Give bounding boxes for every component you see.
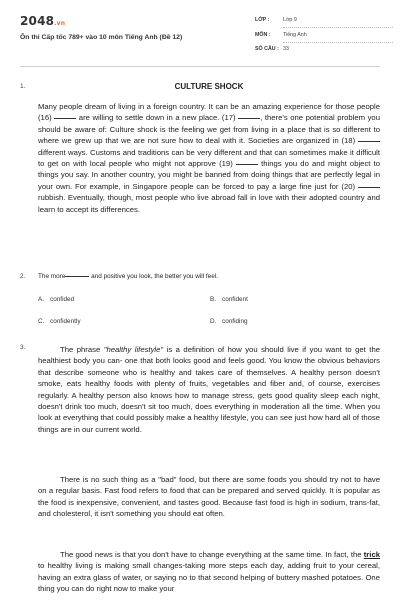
question-2-stem (38, 273, 218, 280)
option-b[interactable] (210, 296, 248, 303)
count-row (255, 46, 289, 52)
question-2-stem-a: The more (38, 273, 66, 280)
question-2-stem-b: and positive you look, the better you will feel. (91, 273, 218, 280)
count-label: SỐ CÂU : (255, 46, 279, 52)
site-logo[interactable] (20, 14, 65, 28)
subject-row (255, 32, 307, 38)
question-2-number: 2. (20, 273, 26, 280)
passage-part-6: rubbish. Eventually, though, most people who live abroad fall in love with their adopted country and learn to accept its differences. (38, 193, 380, 214)
question-1-number: 1. (20, 83, 26, 90)
passage-part-1: Many people dream of living in a foreign country. It can be an amazing experience for those people (16) (38, 102, 380, 123)
para3-body: to healthy living is making small changes-taking more steps each day, adding fruit to your cereal, having an extra glass of water, or saying no to that second helping of buttery mashed potatoes. One thing you can do right now to make your (38, 561, 380, 594)
para3-trick-word: trick (363, 550, 380, 559)
option-c-letter: C. (38, 318, 45, 325)
para3-lead: The good news is that you don't have to change everything at the same time. In fact, the (60, 550, 364, 559)
logo-suffix: .vn (54, 20, 66, 27)
para1-quote: "healthy lifestyle" (103, 345, 164, 354)
blank-19 (236, 163, 258, 165)
option-b-letter: B. (210, 296, 217, 303)
subject-underline (283, 42, 393, 43)
count-value: 33 (283, 46, 289, 52)
question-2-blank (65, 275, 89, 277)
passage-part-3: , there's one potential problem you should be aware of: Culture shock is the feeling we get from living in a place that is so different to where we grew up that we are not sure how to deal with it. Societies are organized in (18) (38, 113, 380, 146)
passage-healthy-paragraph-2: There is no such thing as a "bad" food, but there are some foods you should try not to have on a regular basis. Fast food refers to food that can be prepared and served quickly. It is popular as the food is inexpensive, convenient, and tastes good. Because fast food is high in sodium, trans-fat, and cholesterol, it isn't something you should eat often. (38, 475, 380, 519)
option-d[interactable] (210, 318, 248, 325)
passage-culture-shock (38, 101, 380, 215)
class-underline (283, 27, 393, 28)
question-3-number: 3. (20, 344, 26, 351)
blank-17 (238, 117, 260, 119)
passage-title: CULTURE SHOCK (174, 82, 244, 91)
option-c-text: confidently (50, 318, 81, 325)
subject-label: MÔN : (255, 32, 271, 38)
para1-body: is a definition of how you should live if you want to get the healthiest body you can- one that both looks good and feels good. You know the obvious behaviors that describe someone who is healthy and takes care of themselves. A healthy person doesn't smoke, eats healthy foods with plenty of fruits, vegetables and fiber and, of course, exercises regularly. A healthy person also knows how to manage stress, gets good quality sleep each night, doesn't drink too much, doesn't sit too much, does everything in moderation all the time. When you look at everything that could possibly make a healthy lifestyle, you can see just how hard all of those things are in our current world. (38, 345, 380, 434)
blank-20 (358, 186, 380, 188)
class-label: LỚP : (255, 17, 270, 23)
option-d-text: confiding (222, 318, 248, 325)
header-divider (20, 66, 380, 67)
blank-16 (54, 117, 76, 119)
subject-value: Tiếng Anh (283, 32, 307, 38)
exam-title: Ôn thi Cấp tốc 789+ vào 10 môn Tiếng Anh (Đề 12) (20, 34, 183, 41)
class-value: Lớp 9 (283, 17, 297, 23)
option-a[interactable] (38, 296, 74, 303)
option-a-letter: A. (38, 296, 45, 303)
passage-part-4: different ways. Customs and traditions can be very different and that can sometimes make it difficult to get on with local people who might not approve (19) (38, 147, 380, 169)
passage-healthy-paragraph-1 (38, 344, 380, 435)
passage-part-2: are willing to settle down in a new place. (17) (78, 113, 236, 123)
class-row (255, 17, 297, 23)
blank-18 (358, 140, 380, 142)
para1-lead: The phrase (60, 345, 104, 354)
page-header (0, 0, 400, 62)
passage-healthy-paragraph-3 (38, 549, 380, 595)
option-a-text: confided (50, 296, 75, 303)
option-d-letter: D. (210, 318, 217, 325)
passage-part-5: things you do and might object to things you say. In another country, you might be banned from doing things that are perfectly legal in your own. For example, in Singapore people can be forced to pay a large fine just for (20) (38, 159, 380, 191)
logo-main: 2048 (20, 14, 55, 28)
option-b-text: confident (222, 296, 248, 303)
option-c[interactable] (38, 318, 81, 325)
